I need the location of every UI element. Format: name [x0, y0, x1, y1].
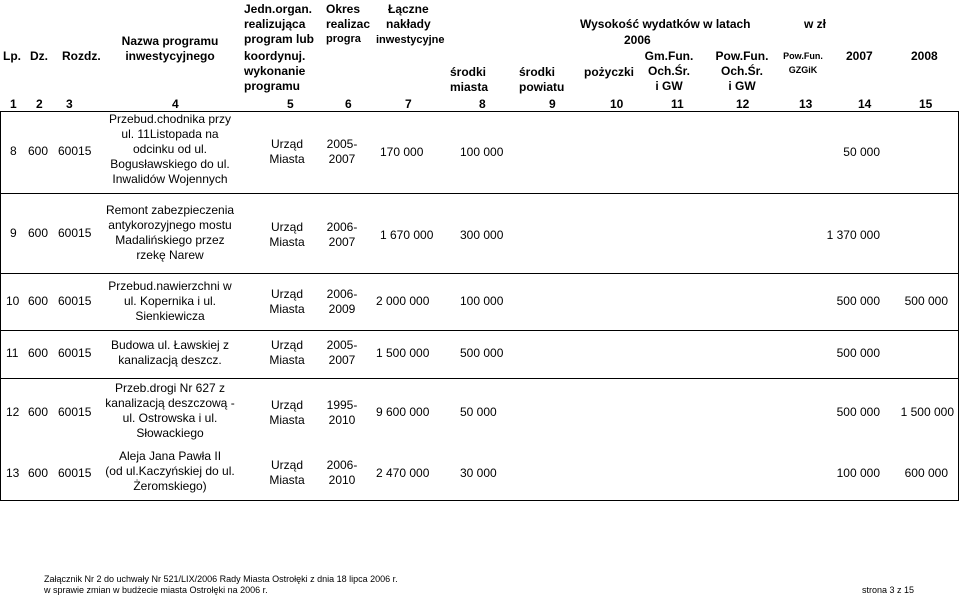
cell-lp: 10 — [6, 294, 20, 308]
cell-okres-line: 1995- — [326, 398, 358, 412]
cell-laczne: 2 470 000 — [376, 466, 430, 480]
colnum: 8 — [479, 97, 486, 111]
header-pozyczki: pożyczki — [584, 65, 635, 79]
colnum: 2 — [36, 97, 43, 111]
cell-jedn-line: Urząd — [270, 398, 303, 412]
header-nazwa-2: inwestycyjnego — [125, 49, 215, 63]
cell-nazwa-line: antykorozyjnego mostu — [108, 218, 232, 232]
colnum: 3 — [66, 97, 73, 111]
colnum: 15 — [919, 97, 933, 111]
cell-srodki-miasta: 500 000 — [460, 346, 504, 360]
cell-nazwa — [100, 338, 240, 368]
cell-dz: 600 — [28, 466, 49, 480]
cell-okres-line: 2005- — [326, 137, 358, 151]
cell-nazwa-line: Sienkiewicza — [135, 309, 205, 323]
cell-okres — [322, 398, 362, 428]
header-lp: Lp. — [3, 49, 21, 63]
cell-srodki-miasta: 100 000 — [460, 294, 504, 308]
cell-lp: 13 — [6, 466, 20, 480]
cell-nazwa-line: Przebud.nawierzchni w — [108, 279, 232, 293]
header-jedn-5: wykonanie — [244, 64, 306, 78]
cell-2008: 500 000 — [904, 294, 948, 308]
cell-okres — [322, 287, 362, 317]
cell-nazwa-line: Remont zabezpieczenia — [105, 203, 235, 217]
colnum: 7 — [405, 97, 412, 111]
cell-dz: 600 — [28, 405, 49, 419]
header-jedn-2: realizująca — [244, 17, 306, 31]
header-powfun-gzgik-1: Pow.Fun. — [783, 51, 823, 61]
header-okres-2: realizac — [326, 18, 371, 31]
header-jedn-3: program lub — [244, 32, 315, 46]
cell-jedn-line: Urząd — [270, 458, 303, 472]
cell-jedn-line: Urząd — [270, 287, 303, 301]
header-okres-3: progra — [326, 33, 361, 45]
colnum: 6 — [345, 97, 352, 111]
cell-jedn — [262, 338, 312, 368]
cell-okres — [322, 137, 362, 167]
cell-2008: 600 000 — [904, 466, 948, 480]
cell-nazwa-line: kanalizacją deszcz. — [118, 353, 222, 367]
cell-2008: 1 500 000 — [900, 405, 954, 419]
colnum: 14 — [858, 97, 872, 111]
cell-dz: 600 — [28, 346, 49, 360]
header-nazwa-1: Nazwa programu — [121, 34, 219, 48]
cell-okres-line: 2006- — [326, 287, 358, 301]
cell-nazwa-line: Słowackiego — [136, 426, 204, 440]
cell-nazwa-line: (od ul.Kaczyńskiej do ul. — [105, 464, 235, 478]
colnum: 5 — [287, 97, 294, 111]
cell-srodki-miasta: 300 000 — [460, 228, 504, 242]
cell-okres-line: 2009 — [328, 302, 356, 316]
cell-nazwa — [100, 449, 240, 494]
cell-okres-line: 2007 — [328, 152, 356, 166]
cell-nazwa-line: Budowa ul. Ławskiej z — [110, 338, 230, 352]
cell-srodki-miasta: 50 000 — [460, 405, 497, 419]
cell-rozdz: 60015 — [58, 405, 92, 419]
cell-2007: 100 000 — [836, 466, 880, 480]
cell-jedn-line: Urząd — [270, 338, 303, 352]
cell-nazwa-line: Żeromskiego) — [133, 479, 207, 493]
header-srodki-powiatu-2: powiatu — [519, 80, 565, 94]
footer-line-1: Załącznik Nr 2 do uchwały Nr 521/LIX/2006 Rady Miasta Ostrołęki z dnia 18 lipca 2006 r. — [44, 574, 398, 584]
cell-nazwa-line: kanalizacją deszczową - — [105, 396, 235, 410]
cell-nazwa-line: Inwalidów Wojennych — [112, 172, 228, 186]
header-laczne-2: nakłady — [386, 17, 431, 31]
header-jedn-4: koordynuj. — [244, 49, 306, 63]
cell-jedn — [262, 398, 312, 428]
header-srodki-miasta-2: miasta — [450, 80, 489, 94]
cell-nazwa-line: Madalińskiego przez — [115, 233, 225, 247]
cell-nazwa-line: Bogusławskiego do ul. — [110, 157, 230, 171]
cell-jedn-line: Miasta — [269, 413, 305, 427]
cell-nazwa — [100, 112, 240, 187]
header-gmfun-2: Och.Śr. — [647, 64, 691, 78]
header-srodki-powiatu-1: środki — [519, 65, 556, 79]
cell-nazwa — [100, 381, 240, 441]
cell-okres — [322, 458, 362, 488]
header-gmfun-3: i GW — [655, 79, 683, 93]
cell-laczne: 2 000 000 — [376, 294, 430, 308]
cell-okres — [322, 338, 362, 368]
cell-jedn — [262, 287, 312, 317]
cell-nazwa — [100, 279, 240, 324]
cell-dz: 600 — [28, 144, 49, 158]
cell-laczne: 1 670 000 — [380, 228, 434, 242]
cell-2007: 50 000 — [843, 145, 880, 159]
cell-rozdz: 60015 — [58, 466, 92, 480]
colnum: 10 — [610, 97, 624, 111]
cell-2007: 500 000 — [836, 294, 880, 308]
cell-srodki-miasta: 30 000 — [460, 466, 497, 480]
cell-2007: 500 000 — [836, 346, 880, 360]
colnum: 13 — [799, 97, 813, 111]
cell-jedn-line: Miasta — [269, 353, 305, 367]
cell-jedn-line: Miasta — [269, 235, 305, 249]
header-jedn-1: Jedn.organ. — [244, 2, 313, 16]
cell-lp: 9 — [10, 226, 17, 240]
header-okres-1: Okres — [326, 2, 361, 16]
colnum: 11 — [671, 97, 684, 111]
header-powfun-3: i GW — [728, 79, 756, 93]
cell-2007: 500 000 — [836, 405, 880, 419]
cell-laczne: 9 600 000 — [376, 405, 430, 419]
cell-rozdz: 60015 — [58, 144, 92, 158]
header-gmfun-1: Gm.Fun. — [644, 49, 694, 63]
cell-okres-line: 2007 — [328, 353, 356, 367]
cell-jedn — [262, 137, 312, 167]
cell-okres — [322, 220, 362, 250]
cell-jedn-line: Urząd — [270, 220, 303, 234]
cell-lp: 12 — [6, 405, 20, 419]
cell-laczne: 1 500 000 — [376, 346, 430, 360]
header-srodki-miasta-1: środki — [450, 65, 487, 79]
header-2007: 2007 — [846, 49, 873, 63]
cell-rozdz: 60015 — [58, 346, 92, 360]
footer-line-2: w sprawie zmian w budżecie miasta Ostrołęki na 2006 r. — [44, 585, 268, 595]
header-jedn-6: programu — [244, 79, 301, 93]
cell-okres-line: 2006- — [326, 458, 358, 472]
colnum: 4 — [172, 97, 179, 111]
cell-okres-line: 2006- — [326, 220, 358, 234]
cell-nazwa-line: Przeb.drogi Nr 627 z — [114, 381, 226, 395]
cell-jedn — [262, 220, 312, 250]
cell-lp: 8 — [10, 144, 17, 158]
colnum: 12 — [736, 97, 750, 111]
cell-okres-line: 2005- — [326, 338, 358, 352]
colnum: 1 — [10, 97, 17, 111]
cell-laczne: 170 000 — [380, 145, 424, 159]
header-laczne-3: inwestycyjne — [376, 34, 445, 46]
cell-jedn — [262, 458, 312, 488]
cell-jedn-line: Miasta — [269, 152, 305, 166]
cell-nazwa-line: rzekę Narew — [136, 248, 204, 262]
footer-page-number: strona 3 z 15 — [862, 585, 915, 595]
header-wysokosc: Wysokość wydatków w latach — [580, 17, 751, 31]
header-dz: Dz. — [30, 49, 48, 63]
header-2008: 2008 — [911, 49, 938, 63]
header-powfun-2: Och.Śr. — [720, 64, 764, 78]
cell-nazwa-line: Aleja Jana Pawła II — [118, 449, 222, 463]
header-powfun-1: Pow.Fun. — [715, 49, 769, 63]
header-wzl: w zł — [804, 17, 827, 31]
cell-jedn-line: Urząd — [270, 137, 303, 151]
cell-dz: 600 — [28, 226, 49, 240]
cell-okres-line: 2007 — [328, 235, 356, 249]
cell-lp: 11 — [6, 346, 19, 360]
cell-2007: 1 370 000 — [826, 228, 880, 242]
cell-rozdz: 60015 — [58, 294, 92, 308]
cell-nazwa-line: ul. Kopernika i ul. — [123, 294, 217, 308]
cell-srodki-miasta: 100 000 — [460, 145, 504, 159]
cell-rozdz: 60015 — [58, 226, 92, 240]
cell-nazwa-line: odcinku od ul. — [132, 142, 208, 156]
header-rozdz: Rozdz. — [62, 49, 101, 63]
header-2006: 2006 — [624, 33, 651, 47]
cell-nazwa-line: ul. 11Listopada na — [121, 127, 219, 141]
header-powfun-gzgik-2: GZGiK — [788, 65, 818, 75]
cell-dz: 600 — [28, 294, 49, 308]
header-laczne-1: Łączne — [388, 2, 429, 16]
cell-okres-line: 2010 — [328, 473, 356, 487]
colnum: 9 — [549, 97, 556, 111]
cell-jedn-line: Miasta — [269, 473, 305, 487]
cell-nazwa-line: Przebud.chodnika przy — [108, 112, 232, 126]
cell-jedn-line: Miasta — [269, 302, 305, 316]
cell-nazwa-line: ul. Ostrowska i ul. — [122, 411, 218, 425]
cell-okres-line: 2010 — [328, 413, 356, 427]
cell-nazwa — [100, 203, 240, 263]
